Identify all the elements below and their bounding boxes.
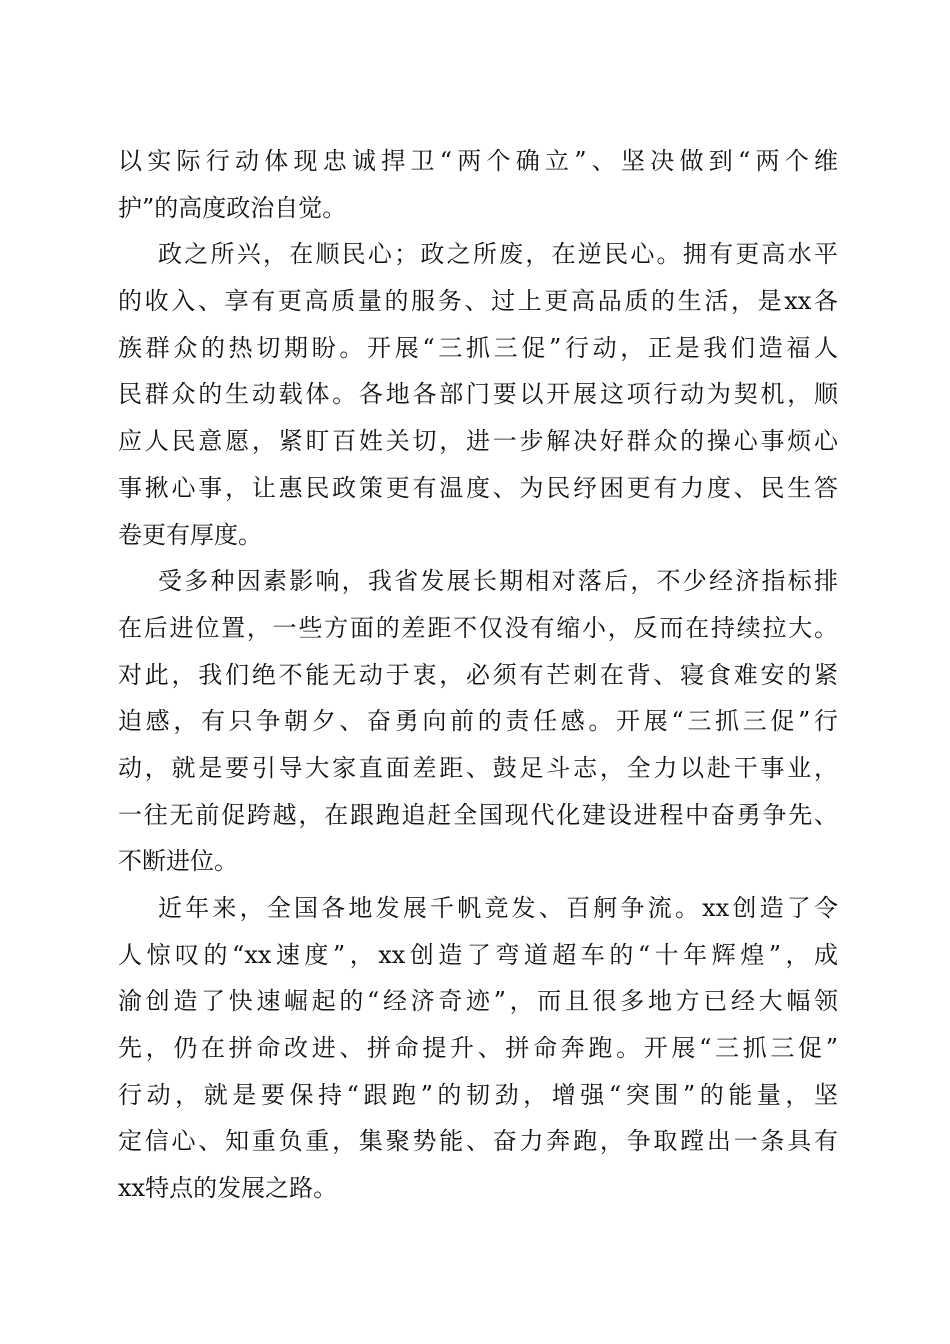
text-line: 渝创造了快速崛起的“经济奇迹”，而且很多地方已经大幅领	[118, 987, 838, 1016]
text-line: 民群众的生动载体。各地各部门要以开展这项行动为契机，顺	[118, 380, 838, 409]
text-line: 护”的高度政治自觉。	[118, 193, 347, 222]
document-body	[118, 138, 838, 1212]
text-line: 族群众的热切期盼。开展“三抓三促”行动，正是我们造福人	[118, 333, 838, 362]
text-line: 动，就是要引导大家直面差距、鼓足斗志，全力以赴干事业，	[118, 753, 838, 782]
paragraph-first-line: 受多种因素影响，我省发展长期相对落后，不少经济指标排	[158, 567, 838, 596]
text-line: 卷更有厚度。	[118, 520, 262, 549]
text-line: 一往无前促跨越，在跟跑追赶全国现代化建设进程中奋勇争先、	[118, 800, 838, 829]
text-line: 应人民意愿，紧盯百姓关切，进一步解决好群众的操心事烦心	[118, 427, 838, 456]
text-line: 定信心、知重负重，集聚势能、奋力奔跑，争取蹚出一条具有	[118, 1127, 838, 1156]
text-line: 迫感，有只争朝夕、奋勇向前的责任感。开展“三抓三促”行	[118, 707, 838, 736]
text-line: 不断进位。	[118, 847, 238, 876]
text-line: 先，仍在拼命改进、拼命提升、拼命奔跑。开展“三抓三促”	[118, 1034, 838, 1063]
text-line: 以实际行动体现忠诚捍卫“两个确立”、坚决做到“两个维	[118, 147, 838, 175]
text-line: 对此，我们绝不能无动于衷，必须有芒刺在背、寝食难安的紧	[118, 660, 838, 689]
text-line: 行动，就是要保持“跟跑”的韧劲，增强“突围”的能量，坚	[118, 1080, 838, 1109]
text-line: 的收入、享有更高质量的服务、过上更高品质的生活，是xx各	[118, 287, 838, 316]
paragraph-first-line: 近年来，全国各地发展千帆竞发、百舸争流。xx创造了令	[158, 894, 838, 922]
text-line: 人惊叹的“xx速度”，xx创造了弯道超车的“十年辉煌”，成	[118, 940, 838, 969]
text-line: xx特点的发展之路。	[118, 1174, 338, 1203]
text-line: 事揪心事，让惠民政策更有温度、为民纾困更有力度、民生答	[118, 473, 838, 502]
paragraph-first-line: 政之所兴，在顺民心；政之所废，在逆民心。拥有更高水平	[158, 240, 838, 269]
text-line: 在后进位置，一些方面的差距不仅没有缩小，反而在持续拉大。	[118, 613, 838, 642]
